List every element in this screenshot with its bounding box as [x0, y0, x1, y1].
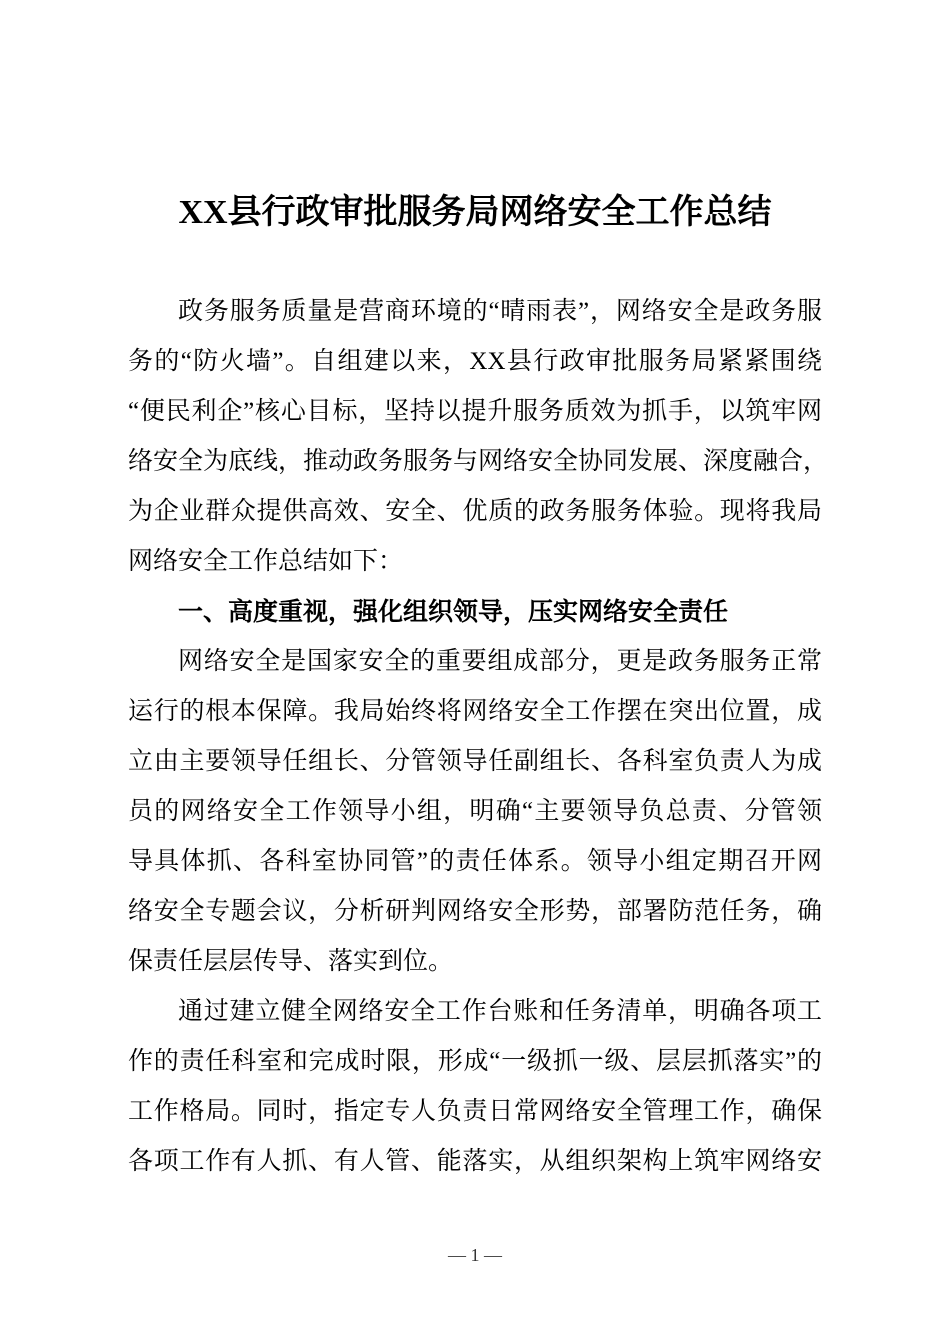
text-line: 络安全为底线，推动政务服务与网络安全协同发展、深度融合，	[128, 448, 829, 475]
text-line: 网络安全工作总结如下：	[128, 548, 404, 575]
text-line: 作的责任科室和完成时限，形成“一级抓一级、层层抓落实”的	[128, 1048, 822, 1075]
document-title: XX县行政审批服务局网络安全工作总结	[178, 194, 772, 231]
document-body	[128, 287, 829, 1187]
paragraph	[128, 987, 822, 1187]
text-line: 运行的根本保障。我局始终将网络安全工作摆在突出位置，成	[128, 698, 822, 725]
text-line: 保责任层层传导、落实到位。	[128, 948, 454, 975]
text-line: 员的网络安全工作领导小组，明确“主要领导负总责、分管领	[128, 798, 822, 825]
text-line: 各项工作有人抓、有人管、能落实，从组织架构上筑牢网络安	[128, 1148, 822, 1175]
text-line: 务的“防火墙”。自组建以来，XX县行政审批服务局紧紧围绕	[128, 348, 822, 375]
paragraph	[128, 637, 822, 987]
text-line: 网络安全是国家安全的重要组成部分，更是政务服务正常	[178, 648, 822, 675]
text-line: 为企业群众提供高效、安全、优质的政务服务体验。现将我局	[128, 498, 822, 525]
paragraph	[128, 287, 829, 587]
page-number: — 1 —	[448, 1245, 502, 1265]
text-line: 络安全专题会议，分析研判网络安全形势，部署防范任务，确	[128, 898, 822, 925]
text-line: 导具体抓、各科室协同管”的责任体系。领导小组定期召开网	[128, 848, 822, 875]
text-line: “便民利企”核心目标，坚持以提升服务质效为抓手，以筑牢网	[128, 398, 822, 425]
section-heading	[128, 587, 822, 637]
text-line: 一、高度重视，强化组织领导，压实网络安全责任	[178, 597, 729, 626]
text-line: 立由主要领导任组长、分管领导任副组长、各科室负责人为成	[128, 748, 822, 775]
text-line: 政务服务质量是营商环境的“晴雨表”，网络安全是政务服	[178, 298, 822, 325]
text-line: 通过建立健全网络安全工作台账和任务清单，明确各项工	[178, 998, 822, 1025]
text-line: 工作格局。同时，指定专人负责日常网络安全管理工作，确保	[128, 1098, 822, 1125]
